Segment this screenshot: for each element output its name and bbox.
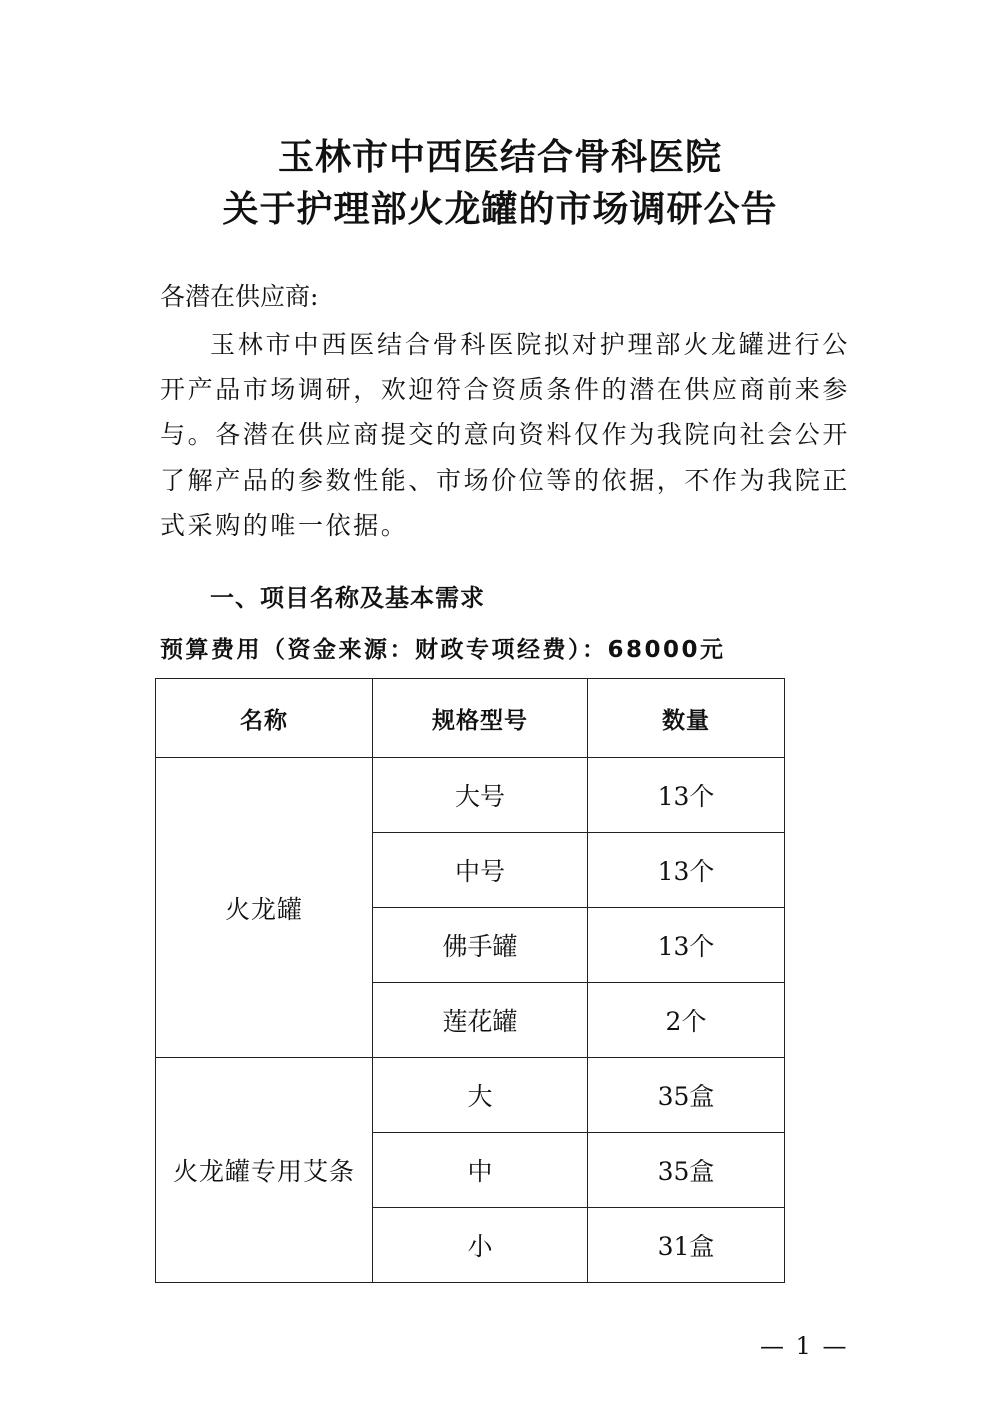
requirements-table (155, 678, 785, 1283)
document-title-line-1: 玉林市中西医结合骨科医院 (277, 137, 722, 178)
item-name: 火龙罐 (156, 758, 373, 1058)
item-spec: 中号 (373, 833, 588, 908)
item-spec: 大号 (373, 758, 588, 833)
document-title-line-2: 关于护理部火龙罐的市场调研公告 (222, 189, 778, 230)
page-number: — 1 — (760, 1332, 849, 1360)
item-quantity: 31盒 (588, 1208, 785, 1283)
item-spec: 大 (373, 1058, 588, 1133)
item-spec: 佛手罐 (373, 908, 588, 983)
item-name: 火龙罐专用艾条 (156, 1058, 373, 1283)
header-name: 名称 (156, 679, 373, 758)
item-quantity: 2个 (588, 983, 785, 1058)
item-quantity: 35盒 (588, 1133, 785, 1208)
item-spec: 莲花罐 (373, 983, 588, 1058)
budget-line: 预算费用（资金来源：财政专项经费）：68000元 (160, 637, 726, 663)
table-row (156, 758, 785, 833)
section-heading: 一、项目名称及基本需求 (210, 584, 485, 612)
item-quantity: 13个 (588, 758, 785, 833)
item-spec: 小 (373, 1208, 588, 1283)
item-quantity: 13个 (588, 833, 785, 908)
item-quantity: 35盒 (588, 1058, 785, 1133)
table-header-row (156, 679, 785, 758)
salutation: 各潜在供应商: (160, 282, 319, 311)
header-spec: 规格型号 (373, 679, 588, 758)
body-paragraph: 玉林市中西医结合骨科医院拟对护理部火龙罐进行公开产品市场调研，欢迎符合资质条件的潜在供应商前来参与。各潜在供应商提交的意向资料仅作为我院向社会公开了解产品的参数性能、市场价位等的依据，不作为我院正式采购的唯一依据。 (160, 330, 851, 540)
item-quantity: 13个 (588, 908, 785, 983)
header-quantity: 数量 (588, 679, 785, 758)
table-row (156, 1058, 785, 1133)
item-spec: 中 (373, 1133, 588, 1208)
